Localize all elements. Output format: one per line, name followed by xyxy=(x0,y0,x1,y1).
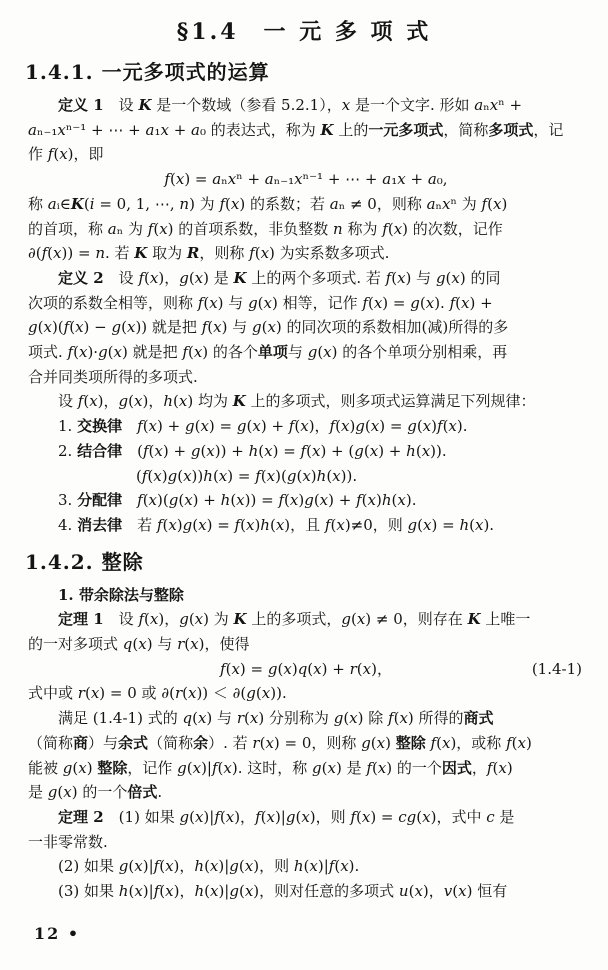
text-line: 定义 1 设 K 是一个数域（参看 5.2.1），x 是一个文字. 形如 aₙxⁿ + xyxy=(58,96,523,114)
text-line: 2. 结合律 (f(x) + g(x)) + h(x) = f(x) + (g(x) + h(x)). xyxy=(58,441,447,460)
text-line: g(x)(f(x) − g(x)) 就是把 f(x) 与 g(x) 的同次项的系数相加(减)所得的多 xyxy=(28,318,509,337)
text-line: 合并同类项所得的多项式. xyxy=(28,367,198,386)
text-line: 项式. f(x)·g(x) 就是把 f(x) 的各个单项与 g(x) 的各个单项分别相乘，再 xyxy=(28,343,508,362)
text-line: 能被 g(x) 整除，记作 g(x)|f(x). 这时，称 g(x) 是 f(x) 的一个因式，f(x) xyxy=(28,758,513,777)
formula-line: f(x) = aₙxⁿ + aₙ₋₁xⁿ⁻¹ + ⋯ + a₁x + a₀, xyxy=(164,170,448,189)
text-line: 的首项，称 aₙ 为 f(x) 的首项系数，非负整数 n 称为 f(x) 的次数，记作 xyxy=(28,219,503,238)
text-line: 满足 (1.4-1) 式的 q(x) 与 r(x) 分别称为 g(x) 除 f(x) 所得的商式 xyxy=(58,709,494,728)
text-line: (3) 如果 h(x)|f(x)，h(x)|g(x)，则对任意的多项式 u(x)，v(x) 恒有 xyxy=(58,882,508,901)
text-line: (2) 如果 g(x)|f(x)，h(x)|g(x)，则 h(x)|f(x). xyxy=(58,857,360,876)
content xyxy=(25,58,584,904)
text-line: 1. 交换律 f(x) + g(x) = g(x) + f(x)，f(x)g(x) = g(x)f(x). xyxy=(58,417,468,436)
text-line: ∂(f(x)) = n. 若 K 取为 R，则称 f(x) 为实系数多项式. xyxy=(28,244,390,263)
text-line: （简称商）与余式（简称余）. 若 r(x) = 0，则称 g(x) 整除 f(x)，或称 f(x) xyxy=(28,733,532,752)
section-heading: 1.4.2. 整除 xyxy=(25,549,144,574)
section-heading: 1.4.1. 一元多项式的运算 xyxy=(25,60,270,84)
text-line: 是 g(x) 的一个倍式. xyxy=(28,783,163,802)
text-line: 式中或 r(x) = 0 或 ∂(r(x)) ＜ ∂(g(x)). xyxy=(28,684,287,703)
text-line: 3. 分配律 f(x)(g(x) + h(x)) = f(x)g(x) + f(x)h(x). xyxy=(58,491,417,510)
text-line: 称 aᵢ∈K(i = 0, 1, ⋯, n) 为 f(x) 的系数；若 aₙ ≠ 0，则称 aₙxⁿ 为 f(x) xyxy=(28,194,508,213)
page-title: §1.4 一 元 多 项 式 xyxy=(176,19,432,45)
text-line: (f(x)g(x))h(x) = f(x)(g(x)h(x)). xyxy=(136,466,358,485)
text-line: 的一对多项式 q(x) 与 r(x)，使得 xyxy=(28,635,250,654)
text-line: aₙ₋₁xⁿ⁻¹ + ⋯ + a₁x + a₀ 的表达式，称为 K 上的一元多项式，简称多项式，记 xyxy=(28,120,564,139)
formula-line: f(x) = g(x)q(x) + r(x)， (1.4-1) xyxy=(28,657,584,682)
text-line: 定理 1 设 f(x)，g(x) 为 K 上的多项式，g(x) ≠ 0，则存在 K 上唯一 xyxy=(58,610,531,629)
text-line: 定义 2 设 f(x)，g(x) 是 K 上的两个多项式. 若 f(x) 与 g(x) 的同 xyxy=(58,268,501,287)
text-line: 定理 2 (1) 如果 g(x)|f(x)，f(x)|g(x)，则 f(x) = cg(x)，式中 c 是 xyxy=(58,807,515,826)
text-line: 次项的系数全相等，则称 f(x) 与 g(x) 相等，记作 f(x) = g(x). f(x) + xyxy=(28,293,493,312)
page-number: 12 • xyxy=(34,924,81,943)
text-line: 4. 消去律 若 f(x)g(x) = f(x)h(x)，且 f(x)≠0，则 g(x) = h(x). xyxy=(58,515,495,534)
text-line: 作 f(x)，即 xyxy=(28,145,104,164)
text-line: 设 f(x)，g(x)，h(x) 均为 K 上的多项式，则多项式运算满足下列规律： xyxy=(58,392,536,411)
subheading: 1. 带余除法与整除 xyxy=(58,585,184,604)
text-line: 一非零常数. xyxy=(28,832,108,851)
equation-number: (1.4-1) xyxy=(531,659,582,678)
